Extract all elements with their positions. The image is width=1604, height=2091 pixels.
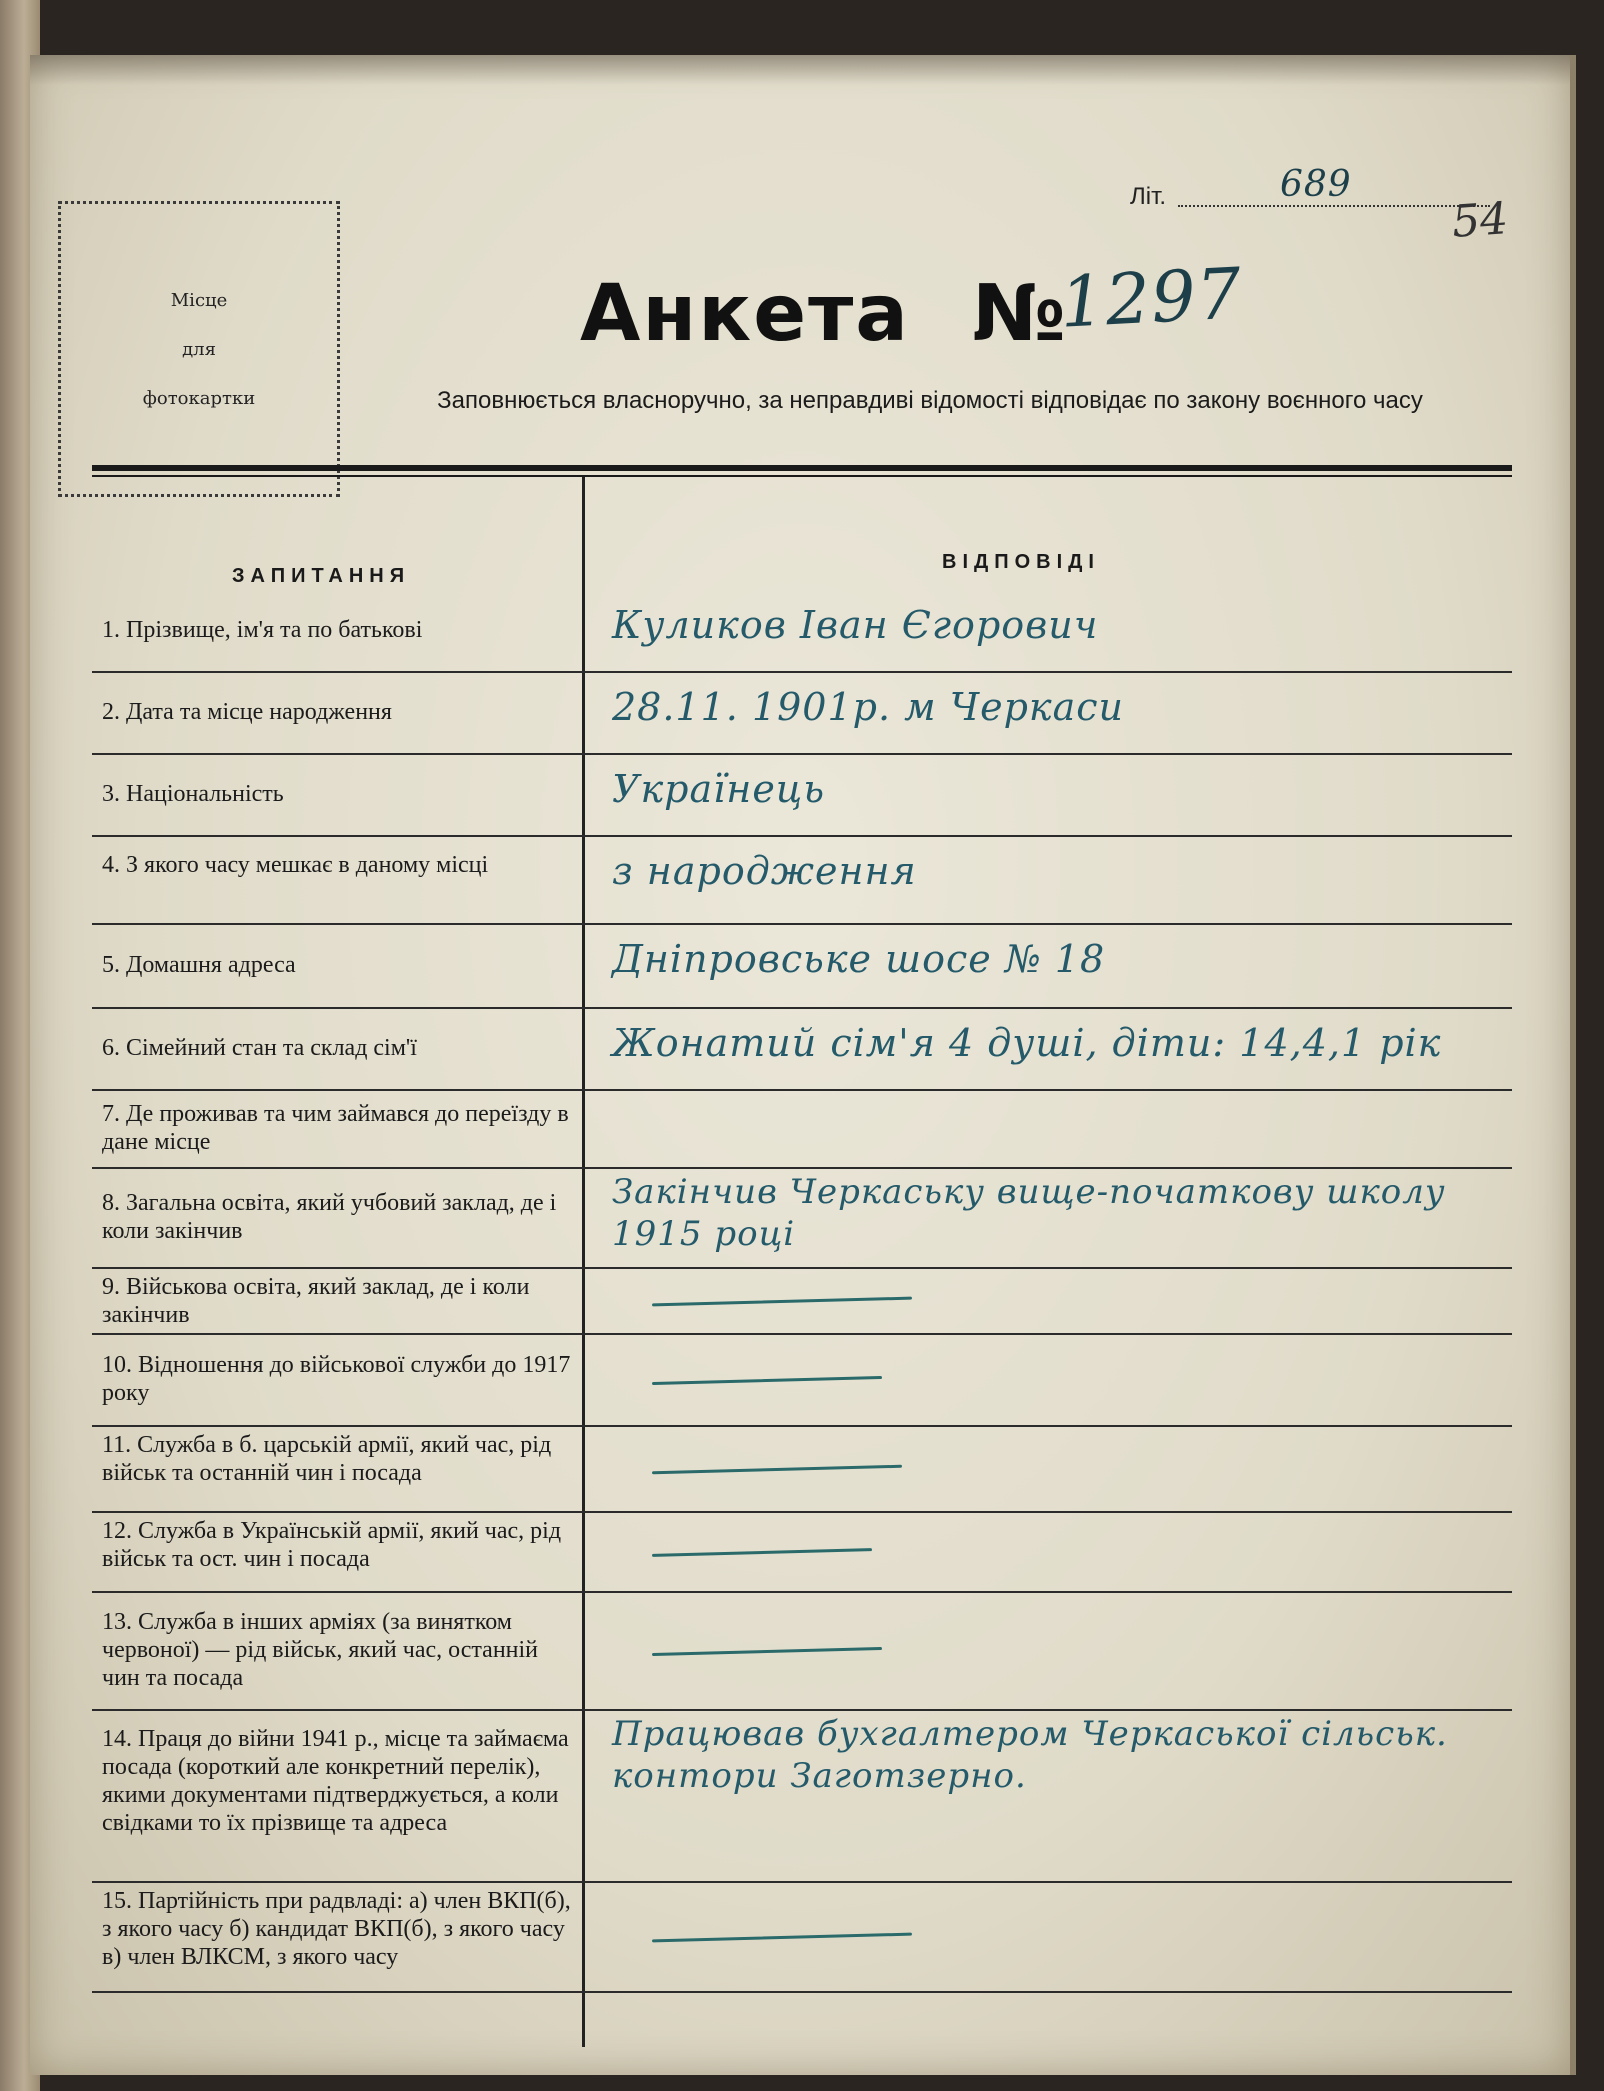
question-8: 8. Загальна освіта, який учбовий заклад, де і коли закінчив xyxy=(102,1190,557,1244)
answer-dash-15 xyxy=(652,1933,912,1943)
row-divider xyxy=(92,1511,1512,1513)
answer-dash-12 xyxy=(652,1548,872,1557)
photo-label-line3: фотокартки xyxy=(142,387,256,409)
photo-label-line1: Місце xyxy=(170,289,228,311)
column-header-questions: ЗАПИТАННЯ xyxy=(232,565,411,587)
row-divider xyxy=(92,671,1512,673)
answer-dash-11 xyxy=(652,1465,902,1475)
row-divider xyxy=(92,835,1512,837)
answer-8: Закінчив Черкаську вище-початкову школу 1915 році xyxy=(612,1172,1446,1254)
row-divider xyxy=(92,1881,1512,1883)
answer-dash-10 xyxy=(652,1376,882,1385)
photo-placeholder xyxy=(58,201,340,497)
table-top-rule-thin xyxy=(92,475,1512,477)
row-divider xyxy=(92,1167,1512,1169)
question-11: 11. Служба в б. царській армії, який час, рід військ та останній чин і посада xyxy=(102,1432,552,1486)
answer-3: Українець xyxy=(612,767,826,811)
question-7: 7. Де проживав та чим займався до переїзду в дане місце xyxy=(102,1101,569,1155)
lit-line xyxy=(1178,205,1490,207)
row-divider xyxy=(92,1089,1512,1091)
question-2: 2. Дата та місце народження xyxy=(102,699,392,725)
lit-label: Літ. xyxy=(1130,183,1167,210)
question-12: 12. Служба в Українській армії, який час, рід військ та ост. чин і посада xyxy=(102,1518,562,1572)
row-divider xyxy=(92,1591,1512,1593)
questionnaire-table xyxy=(92,465,1512,2065)
answer-6: Жонатий сім'я 4 душі, діти: 14,4,1 рік xyxy=(612,1021,1442,1065)
table-top-rule xyxy=(92,465,1512,471)
question-10: 10. Відношення до військової служби до 1917 року xyxy=(102,1352,571,1406)
answer-dash-9 xyxy=(652,1297,912,1307)
row-divider xyxy=(92,1267,1512,1269)
page-shadow xyxy=(30,55,1570,85)
row-divider xyxy=(92,1709,1512,1711)
answer-14: Працював бухгалтером Черкаської сільськ. контори Заготзерно. xyxy=(612,1714,1448,1796)
row-divider xyxy=(92,923,1512,925)
row-divider xyxy=(92,1991,1512,1993)
question-14: 14. Праця до війни 1941 р., місце та займаєма посада (короткий але конкретний перелік), якими документами підтверджується, а коли свідками то їх прізвище та адреса xyxy=(102,1726,569,1836)
question-5: 5. Домашня адреса xyxy=(102,952,296,978)
answer-4: з народження xyxy=(612,849,917,893)
corner-page-number: 54 xyxy=(1450,193,1510,248)
row-divider xyxy=(92,1333,1512,1335)
question-6: 6. Сімейний стан та склад сім'ї xyxy=(102,1035,417,1061)
form-title xyxy=(580,252,1400,375)
question-4: 4. З якого часу мешкає в даному місці xyxy=(102,852,489,878)
lit-value: 689 xyxy=(1280,164,1352,205)
answer-dash-13 xyxy=(652,1647,882,1656)
answer-2: 28.11. 1901р. м Черкаси xyxy=(612,685,1125,729)
question-3: 3. Національність xyxy=(102,781,284,807)
question-15: 15. Партійність при радвладі: а) член ВКП(б), з якого часу б) кандидат ВКП(б), з якого часу в) член ВЛКСМ, з якого часу xyxy=(102,1888,571,1970)
title-number: 1297 xyxy=(1057,252,1245,344)
column-header-answers: ВІДПОВІДІ xyxy=(942,551,1100,573)
form-subtitle: Заповнюється власноручно, за неправдиві відомості відповідає по закону воєнного часу xyxy=(437,387,1423,414)
answer-5: Дніпровське шосе № 18 xyxy=(612,937,1106,981)
question-9: 9. Військова освіта, який заклад, де і коли закінчив xyxy=(102,1274,530,1328)
questionnaire-page xyxy=(30,55,1576,2075)
column-divider xyxy=(582,477,585,2047)
photo-label-line2: для xyxy=(182,338,216,360)
answer-1: Куликов Іван Єгорович xyxy=(612,603,1099,647)
row-divider xyxy=(92,1425,1512,1427)
question-13: 13. Служба в інших арміях (за винятком червоної) — рід військ, який час, останній чин та посада xyxy=(102,1609,539,1691)
title-word: Анкета xyxy=(580,269,910,359)
archive-sheet-number xyxy=(1130,164,1490,213)
row-divider xyxy=(92,753,1512,755)
title-number-sign: № xyxy=(972,269,1066,359)
row-divider xyxy=(92,1007,1512,1009)
question-1: 1. Прізвище, ім'я та по батькові xyxy=(102,617,423,643)
